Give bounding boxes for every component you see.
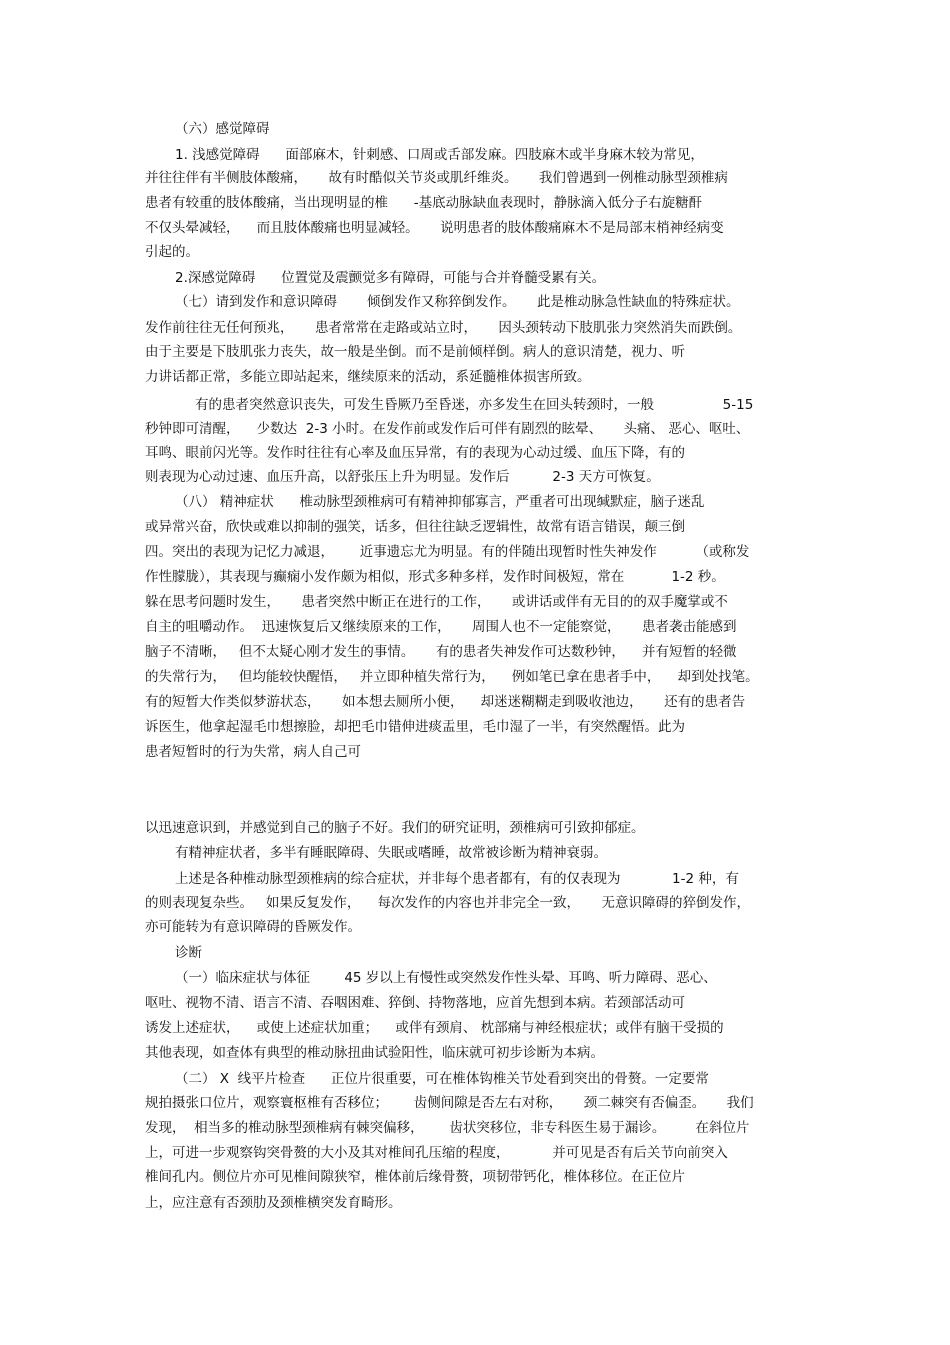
paragraph-line: 并往往伴有半侧肢体酸痛， 故有时酷似关节炎或肌纤维炎。 我们曾遇到一例椎动脉型颈椎病	[145, 170, 728, 186]
paragraph-line: 呕吐、视物不清、语言不清、吞咽困难、猝倒、持物落地，应首先想到本病。若颈部活动可	[145, 995, 685, 1011]
paragraph-line: 有的短暂大作类似梦游状态， 如本想去厕所小便， 却迷迷糊糊走到吸收池边， 还有的患者告	[145, 694, 746, 710]
paragraph-line: 自主的咀嚼动作。 迅速恢复后又继续原来的工作， 周围人也不一定能察觉， 患者袭击能感到	[145, 619, 737, 635]
paragraph-line: 椎间孔内。侧位片亦可见椎间隙狭窄，椎体前后缘骨赘，项韧带钙化，椎体移位。在正位片	[145, 1169, 685, 1185]
paragraph-line: 作性朦胧），其表现与癫痫小发作颇为相似，形式多种多样，发作时间极短，常在 1-2 秒。	[145, 569, 725, 585]
paragraph-line: 患者短暂时的行为失常，病人自己可	[145, 744, 361, 760]
paragraph-line: 1. 浅感觉障碍 面部麻木，针刺感、口周或舌部发麻。四肢麻木或半身麻木较为常见，	[175, 147, 704, 163]
section-heading-seizure: （七）请到发作和意识障碍 倾倒发作又称猝倒发作。 此是椎动脉急性缺血的特殊症状。	[175, 294, 740, 310]
paragraph-line: 诉医生，他拿起湿毛巾想擦脸，却把毛巾错伸进痰盂里，毛巾湿了一半，有突然醒悟。此为	[145, 719, 685, 735]
paragraph-line: 上，可进一步观察钩突骨赘的大小及其对椎间孔压缩的程度， 并可见是否有后关节向前突入	[145, 1145, 728, 1161]
paragraph-line: 引起的。	[145, 244, 199, 260]
paragraph-line: 规拍摄张口位片，观察寰枢椎有否移位； 齿侧间隙是否左右对称， 颈二棘突有否偏歪。 我们	[145, 1095, 754, 1111]
paragraph-line: 的则表现复杂些。 如果反复发作， 每次发作的内容也并非完全一致， 无意识障碍的猝倒发作，	[145, 895, 750, 911]
paragraph-line: 躲在思考问题时发生， 患者突然中断正在进行的工作， 或讲话或伴有无目的的双手魔掌或不	[145, 594, 728, 610]
paragraph-line: 或异常兴奋，欣快或难以抑制的强笑，话多，但往往缺乏逻辑性，故常有语言错误，颠三倒	[145, 519, 685, 535]
paragraph-line: 上述是各种椎动脉型颈椎病的综合症状，并非每个患者都有，有的仅表现为 1-2 种，有	[175, 871, 739, 887]
paragraph-line: 脑子不清晰， 但不太疑心刚才发生的事情。 有的患者失神发作可达数秒钟， 并有短暂的轻微	[145, 644, 737, 660]
paragraph-line: 有精神症状者，多半有睡眠障碍、失眠或嗜睡，故常被诊断为精神衰弱。	[175, 845, 607, 861]
paragraph-line: 亦可能转为有意识障碍的昏厥发作。	[145, 919, 361, 935]
paragraph-line: 发现， 相当多的椎动脉型颈椎病有棘突偏移， 齿状突移位，非专科医生易于漏诊。 在斜位片	[145, 1120, 750, 1136]
paragraph-line: 发作前往往无任何预兆， 患者常常在走路或站立时， 因头颈转动下肢肌张力突然消失而跌倒。	[145, 320, 742, 336]
paragraph-line: 2.深感觉障碍 位置觉及震颤觉多有障碍，可能与合并脊髓受累有关。	[175, 270, 606, 286]
paragraph-line: 则表现为心动过速、血压升高，以舒张压上升为明显。发作后 2-3 天方可恢复。	[145, 469, 660, 485]
paragraph-line: 秒钟即可清醒， 少数达 2-3 小时。在发作前或发作后可伴有剧烈的眩晕、 头痛、 恶心、呕吐、	[145, 421, 750, 437]
paragraph-line: 诱发上述症状， 或使上述症状加重； 或伴有颈肩、 枕部痛与神经根症状；或伴有脑干受损的	[145, 1020, 724, 1036]
paragraph-line: 的失常行为， 但均能较快醒悟， 并立即种植失常行为， 例如笔已拿在患者手中， 却到处找笔。	[145, 669, 759, 685]
paragraph-line: （一）临床症状与体征 45 岁以上有慢性或突然发作性头晕、耳鸣、听力障碍、恶心、	[175, 970, 717, 986]
section-heading-mental: （八） 精神症状 椎动脉型颈椎病可有精神抑郁寡言，严重者可出现缄默症，脑子迷乱	[175, 494, 705, 510]
paragraph-line: 上，应注意有否颈肋及颈椎横突发育畸形。	[145, 1195, 402, 1211]
paragraph-line: 以迅速意识到，并感觉到自己的脑子不好。我们的研究证明，颈椎病可引致抑郁症。	[145, 820, 645, 836]
section-heading-diagnosis: 诊断	[175, 945, 202, 961]
paragraph-line: 由于主要是下肢肌张力丧失，故一般是坐倒。而不是前倾样倒。病人的意识清楚，视力、听	[145, 344, 685, 360]
paragraph-line: 耳鸣、眼前闪光等。发作时往往有心率及血压异常，有的表现为心动过缓、血压下降，有的	[145, 445, 685, 461]
paragraph-line: 力讲话都正常，多能立即站起来，继续原来的活动，系延髓椎体损害所致。	[145, 369, 591, 385]
paragraph-line: （二） X 线平片检查 正位片很重要，可在椎体钩椎关节处看到突出的骨赘。一定要常	[175, 1071, 709, 1087]
paragraph-line: 有的患者突然意识丧失，可发生昏厥乃至昏迷，亦多发生在回头转颈时，一般 5-15	[195, 397, 754, 413]
section-heading-sensory: （六）感觉障碍	[175, 121, 270, 137]
paragraph-line: 患者有较重的肢体酸痛，当出现明显的椎 -基底动脉缺血表现时，静脉滴入低分子右旋糖酐	[145, 195, 703, 211]
paragraph-line: 其他表现，如查体有典型的椎动脉扭曲试验阳性，临床就可初步诊断为本病。	[145, 1045, 604, 1061]
paragraph-line: 不仅头晕减轻， 而且肢体酸痛也明显减轻。 说明患者的肢体酸痛麻木不是局部末梢神经病变	[145, 220, 724, 236]
paragraph-line: 四。突出的表现为记忆力减退， 近事遗忘尤为明显。有的伴随出现暂时性失神发作 （或称发	[145, 544, 750, 560]
